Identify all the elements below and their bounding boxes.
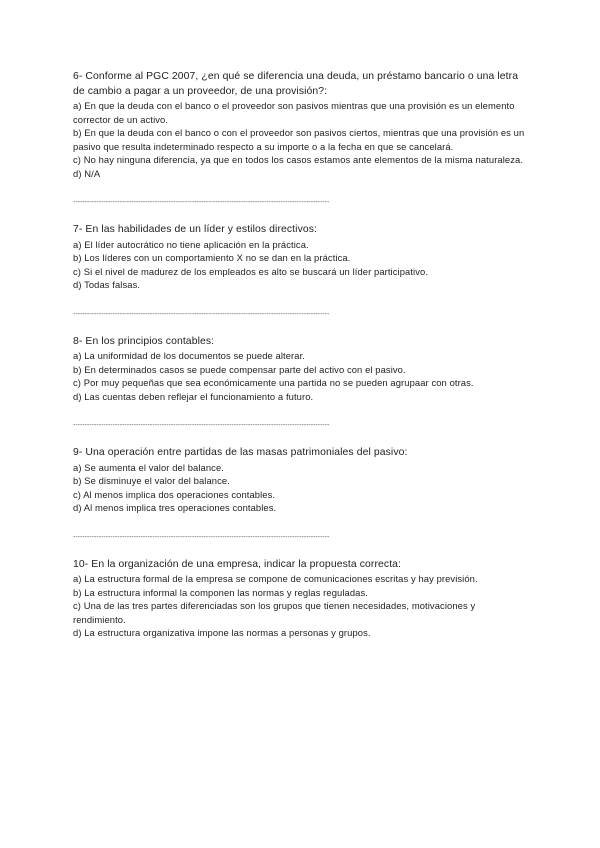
option-b: b) La estructura informal la componen las normas y reglas reguladas. [73, 586, 368, 598]
question-7 [73, 223, 528, 292]
question-6 [73, 70, 528, 180]
question-title: 9- Una operación entre partidas de las masas patrimoniales del pasivo: [73, 447, 408, 458]
separator-line: -------------------------------------------------------------------------------------------------------------- [73, 533, 330, 541]
option-a: a) La uniformidad de los documentos se puede alterar. [73, 350, 306, 361]
option-c: c) Si el nivel de madurez de los empleados es alto se buscará un líder participativo. [73, 265, 429, 277]
option-c: c) Al menos implica dos operaciones contables. [73, 488, 276, 500]
question-9 [73, 446, 528, 515]
option-d: d) N/A [73, 167, 101, 179]
separator-line: -------------------------------------------------------------------------------------------------------------- [73, 422, 330, 429]
question-8 [73, 335, 528, 404]
question-title: 10- En la organización de una empresa, indicar la propuesta correcta: [73, 558, 402, 570]
separator-line: -------------------------------------------------------------------------------------------------------------- [73, 199, 330, 206]
option-b: b) En que la deuda con el banco o con el proveedor son pasivos ciertos, mientras que una provisión es un pasivo que resulta indeterminado respecto a su importe o a la fecha en que se cancelará. [73, 127, 525, 152]
option-a: a) El líder autocrático no tiene aplicación en la práctica. [73, 238, 309, 250]
option-a: a) En que la deuda con el banco o el proveedor son pasivos mientras que una provisión es un elemento corrector de un activo. [73, 100, 515, 125]
option-d: d) Al menos implica tres operaciones contables. [73, 502, 277, 513]
option-d: d) Las cuentas deben reflejar el funcionamiento a futuro. [73, 390, 314, 402]
option-b: b) En determinados casos se puede compensar parte del activo con el pasivo. [73, 363, 406, 375]
question-10 [73, 558, 528, 640]
option-c: c) Por muy pequeñas que sea económicamente una partida no se pueden agrupaar con otras. [73, 377, 474, 388]
option-c: c) Una de las tres partes diferenciadas son los grupos que tienen necesidades, motivaciones y rendimiento. [73, 600, 476, 625]
document-page [73, 70, 528, 640]
option-d: d) Todas falsas. [73, 279, 141, 290]
question-title: 8- En los principios contables: [73, 335, 215, 347]
option-d: d) La estructura organizativa impone las normas a personas y grupos. [73, 627, 371, 638]
option-b: b) Se disminuye el valor del balance. [73, 475, 230, 486]
question-title: 7- En las habilidades de un líder y estilos directivos: [73, 224, 318, 235]
option-a: a) La estructura formal de la empresa se compone de comunicaciones escritas y hay previsión. [73, 573, 478, 584]
question-title: 6- Conforme al PGC 2007, ¿en qué se diferencia una deuda, un préstamo bancario o una letra de cambio a pagar a un proveedor, de una provisión?: [73, 71, 519, 97]
option-b: b) Los líderes con un comportamiento X no se dan en la práctica. [73, 252, 351, 263]
option-c: c) No hay ninguna diferencia, ya que en todos los casos estamos ante elementos de la misma naturaleza. [73, 154, 524, 165]
separator-line: -------------------------------------------------------------------------------------------------------------- [73, 310, 330, 318]
option-a: a) Se aumenta el valor del balance. [73, 461, 224, 473]
